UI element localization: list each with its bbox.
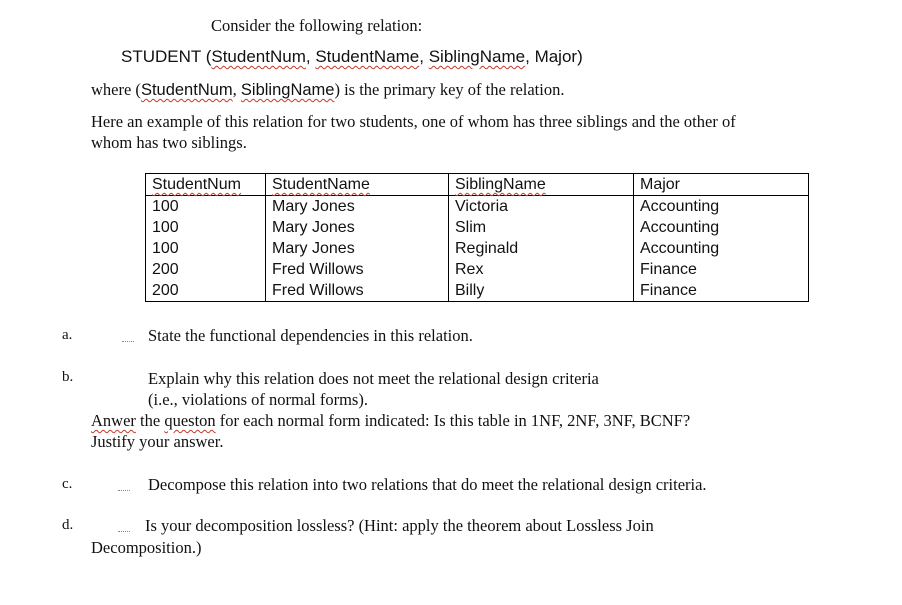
key-before: where ( <box>91 80 141 99</box>
header-studentname: StudentName <box>272 176 370 193</box>
table-row <box>146 259 809 280</box>
question-b-line-2: (i.e., violations of normal forms). <box>148 390 368 409</box>
misspelled-word: queston <box>164 411 216 430</box>
header-studentnum: StudentNum <box>152 176 241 193</box>
schema-line: STUDENT (StudentNum, StudentName, SiblingName, Major) <box>121 47 583 66</box>
key-studentnum: StudentNum <box>140 81 233 99</box>
cell-major: Finance <box>634 280 809 302</box>
key-siblingname: SiblingName <box>240 81 335 99</box>
intro-text: Consider the following relation: <box>211 16 423 35</box>
table-row <box>146 217 809 238</box>
question-b-line-4: Justify your answer. <box>91 432 224 451</box>
example-line-1: Here an example of this relation for two students, one of whom has three siblings and the other of <box>91 112 736 131</box>
question-a-text: State the functional dependencies in this relation. <box>148 326 473 345</box>
question-a-label: a. <box>62 327 73 343</box>
blank-mark-icon <box>118 480 130 491</box>
header-major: Major <box>640 176 681 193</box>
cell-studentnum: 200 <box>146 280 266 302</box>
cell-major: Accounting <box>634 196 809 218</box>
blank-mark-icon <box>118 521 130 532</box>
blank-mark-icon <box>122 331 134 342</box>
table-row <box>146 238 809 259</box>
question-b-line-3 <box>91 411 690 431</box>
key-after: ) is the primary key of the relation. <box>334 80 565 99</box>
schema-last: Major) <box>534 47 583 66</box>
schema-attr-studentname: StudentName <box>315 47 420 66</box>
cell-siblingname: Slim <box>449 217 634 238</box>
cell-studentname: Mary Jones <box>266 196 449 218</box>
cell-siblingname: Billy <box>449 280 634 302</box>
question-c-text: Decompose this relation into two relations that do meet the relational design criteria. <box>148 475 707 494</box>
question-b-line-3-mid: the <box>135 411 165 430</box>
key-line: where (StudentNum, SiblingName) is the primary key of the relation. <box>91 80 565 99</box>
cell-studentnum: 100 <box>146 196 266 218</box>
table-header-row <box>146 174 809 196</box>
cell-studentnum: 100 <box>146 217 266 238</box>
question-b-line-1: Explain why this relation does not meet the relational design criteria <box>148 369 599 388</box>
example-line-2: whom has two siblings. <box>91 133 247 152</box>
cell-siblingname: Rex <box>449 259 634 280</box>
header-siblingname: SiblingName <box>455 176 546 193</box>
misspelled-word: Anwer <box>91 411 136 430</box>
schema-prefix: STUDENT ( <box>121 47 212 66</box>
schema-attr-studentnum: StudentNum <box>211 47 306 66</box>
cell-studentname: Fred Willows <box>266 259 449 280</box>
question-d-line-2: Decomposition.) <box>91 538 202 557</box>
cell-studentnum: 200 <box>146 259 266 280</box>
student-relation-table <box>145 173 809 302</box>
question-c-label: c. <box>62 476 73 492</box>
cell-studentname: Mary Jones <box>266 238 449 259</box>
question-d-label: d. <box>62 517 74 533</box>
cell-siblingname: Victoria <box>449 196 634 218</box>
table-row <box>146 280 809 302</box>
cell-studentnum: 100 <box>146 238 266 259</box>
cell-studentname: Fred Willows <box>266 280 449 302</box>
cell-studentname: Mary Jones <box>266 217 449 238</box>
schema-attr-siblingname: SiblingName <box>428 47 526 66</box>
question-d-line-1: Is your decomposition lossless? (Hint: apply the theorem about Lossless Join <box>145 516 654 535</box>
cell-major: Accounting <box>634 217 809 238</box>
question-b-label: b. <box>62 369 74 385</box>
table-row <box>146 196 809 218</box>
cell-major: Finance <box>634 259 809 280</box>
cell-major: Accounting <box>634 238 809 259</box>
cell-siblingname: Reginald <box>449 238 634 259</box>
question-b-line-3-rest: for each normal form indicated: Is this table in 1NF, 2NF, 3NF, BCNF? <box>215 411 691 430</box>
